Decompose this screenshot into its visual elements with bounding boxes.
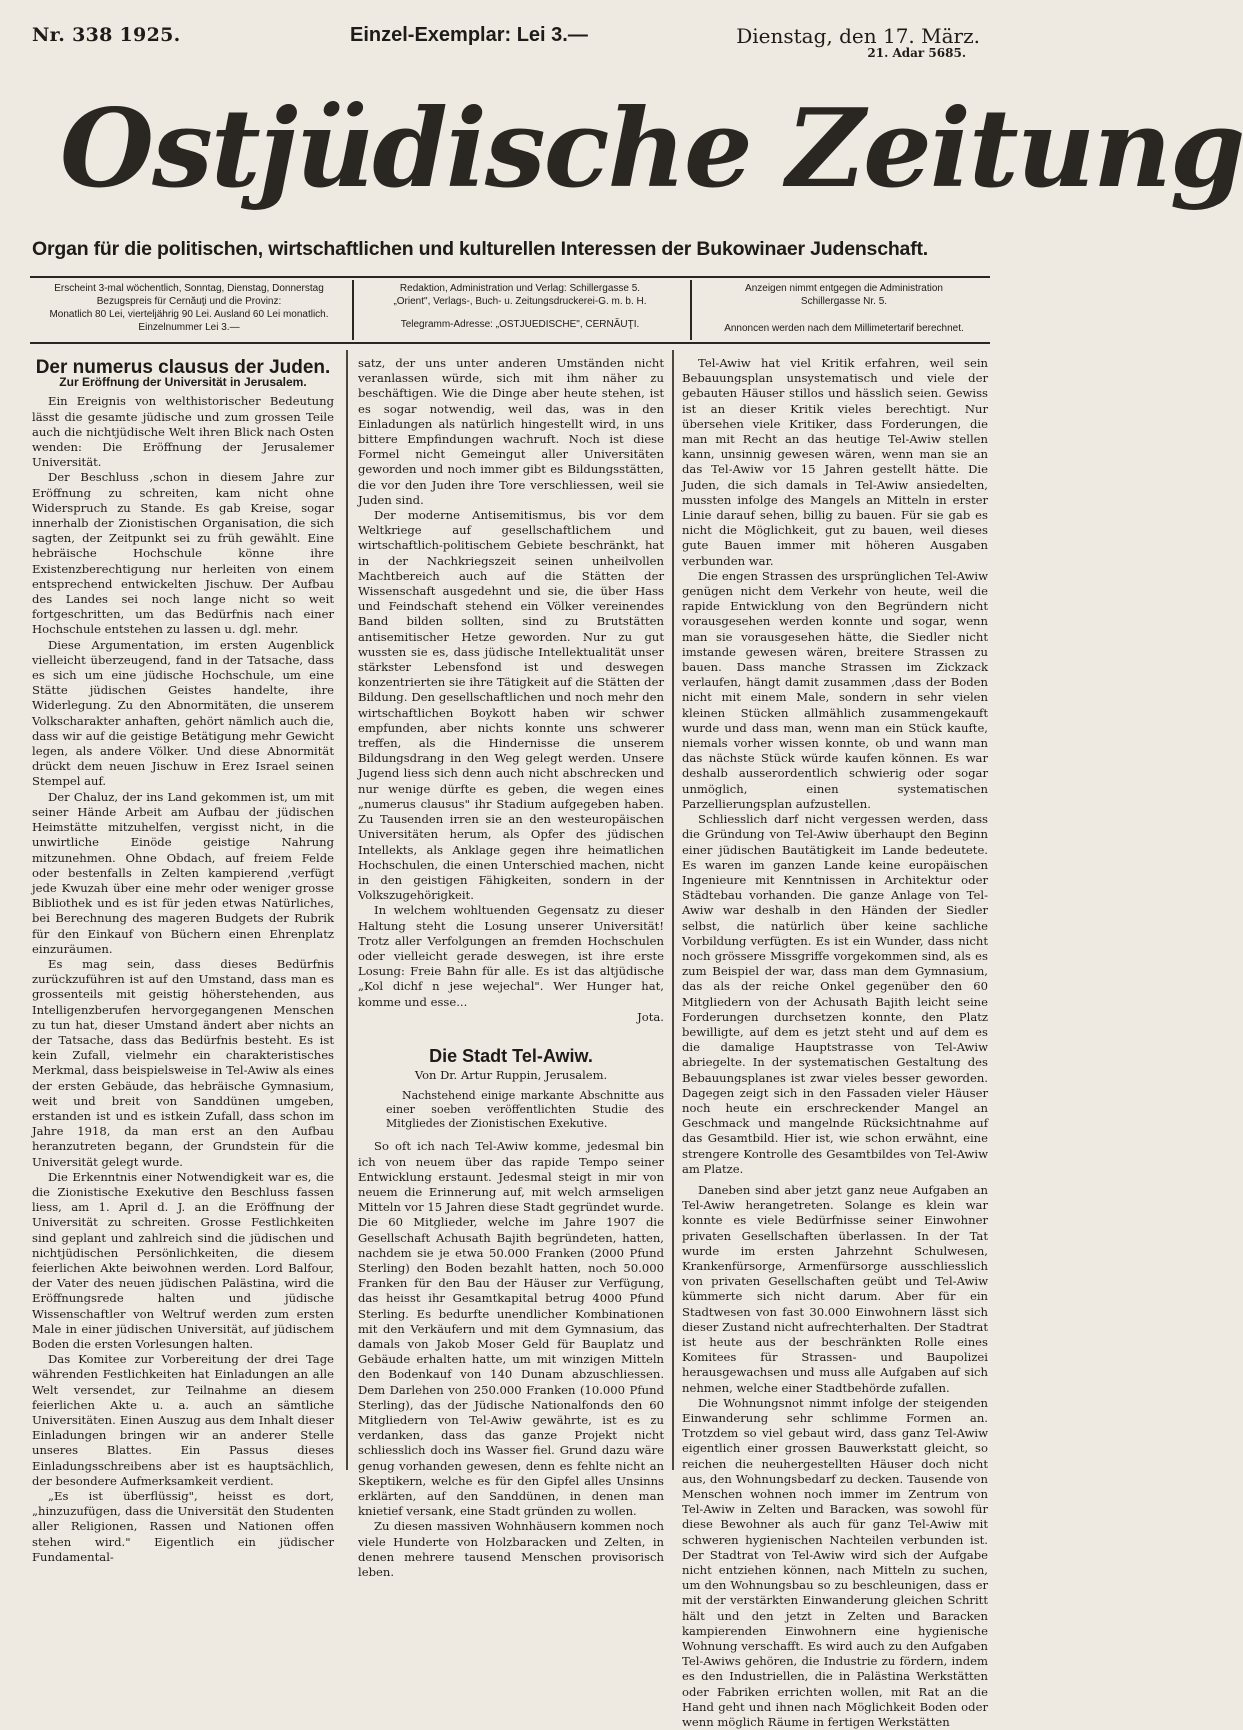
hebrew-date: 21. Adar 5685. — [867, 46, 966, 60]
column-1 — [32, 356, 334, 1565]
info-divider — [352, 280, 354, 340]
single-issue-price: Einzelnummer Lei 3.— — [138, 322, 240, 333]
article-byline: Von Dr. Artur Ruppin, Jerusalem. — [414, 1068, 608, 1083]
paragraph: satz, der uns unter anderen Umständen nicht veranlassen würde, sich mit ihm näher zu beschäftigen. Wie die Dinge aber heute stehen, ist es sogar notwendig, weil das, was in den Einladungen als natürlich hingestellt wird, in uns bittere Empfindungen wachruft. Noch ist diese Formel nicht Gemeingut aller Universitäten geworden und noch immer gibt es Bildungsstätten, die vor den Juden ihre Tore verschliessen, weil sie Juden sind. — [358, 356, 664, 507]
article-intro — [386, 1089, 664, 1131]
article-signature: Jota. — [637, 1009, 664, 1024]
column-2 — [358, 356, 664, 1580]
paragraph: Der moderne Antisemitismus, bis vor dem Weltkriege auf gesellschaftlichem und wirtschaftlich-politischem Gebiete beschränkt, hat in der Nachkriegszeit seinen unheilvollen Machtbereich auch auf die Stätten der Wissenschaft ausgedehnt und sie, die über Hass und Feindschaft stehend ein Völker vereinendes Band bilden sollten, sind zu Brutstätten antisemitischer Hetze geworden. Nur zu gut wussten sie es, dass jüdische Intellektualität unser stärkster Lebensfond ist und deswegen konzentrierten sie ihre Tätigkeit auf die Stätten der Bildung. Den gesellschaftlichen und noch mehr den wirtschaftlichen Boykott haben wir schwer empfunden, aber nichts konnte uns schwerer treffen, als die Hindernisse die unserem Bildungsdrang in den Weg gelegt werden. Unsere Jugend liess sich denn auch nicht abschrecken und nur wenige dürfte es geben, die wegen eines „numerus clausus" ihr Stadium aufgegeben haben. Zu Tausenden irren sie an den westeuropäischen Universitäten herum, als Opfer des jüdischen Intellekts, als Anklage gegen ihre heimatlichen Hochschulen, die einen Unterschied machen, nicht in den geistigen Fähigkeiten, sondern in der Volkszugehörigkeit. — [358, 508, 664, 903]
publication-schedule: Erscheint 3-mal wöchentlich, Sonntag, Dienstag, Donnerstag — [54, 283, 324, 294]
publisher-name: „Orient", Verlags-, Buch- u. Zeitungsdruckerei-G. m. b. H. — [393, 296, 647, 307]
telegram-address: Telegramm-Adresse: „OSTJUEDISCHE", CERNĂUŢI. — [400, 319, 640, 330]
article-title: Die Stadt Tel-Awiw. — [429, 1045, 593, 1066]
subscription-info — [30, 282, 348, 334]
paragraph: Schliesslich darf nicht vergessen werden, dass die Gründung von Tel-Awiw überhaupt den Beginn einer jüdischen Bautätigkeit im Lande bedeutete. Es waren im ganzen Lande keine europäischen Ingenieure mit Kenntnissen in Architektur oder Städtebau vorhanden. Die ganze Anlage von Tel-Awiw war deshalb in den Händen der Siedler selbst, die natürlich über keine sachliche Vorbildung verfügten. Es ist ein Wunder, dass nicht noch grössere Missgriffe vorgekommen sind, als es zum Beispiel der war, dass man dem Gymnasium, das als der reiche Onkel gegenüber den 60 Mitgliedern von der Achusath Bajith leicht seine Forderungen durchsetzen konnte, den Platz bewilligte, auf dem es jetzt steht und auf dem es die damalige Hauptstrasse von Tel-Awiw abriegelte. In der systematischen Gestaltung des Bebauungsplanes ist zwar vieles besser geworden. Dagegen zeigt sich in den Fassaden vieler Häuser noch heute ein erschreckender Mangel an Geschmack und mangelnde Rücksichtnahme auf das Gesamtbild. Hier ist, wie schon erwähnt, eine strengere Kontrolle des Gesamtbildes von Tel-Awiw am Platze. — [682, 812, 988, 1176]
paragraph: Die Erkenntnis einer Notwendigkeit war es, die die Zionistische Exekutive den Beschluss fassen liess, am 1. April d. J. an die Eröffnung der Universität zu schreiten. Grosse Festlichkeiten sind geplant und zahlreich sind die jüdischen und nichtjüdischen Persönlichkeiten, die diesem feierlichen Akte beiwohnen werden. Lord Balfour, der Vater des neuen jüdischen Palästina, wird die Eröffnungsrede halten und jüdische Wissenschaftler von Weltruf werden zum ersten Male in einer jüdischen Universität, auf jüdischem Boden die ersten Vorlesungen halten. — [32, 1169, 334, 1351]
column-rule — [672, 350, 674, 1470]
ads-address: Schillergasse Nr. 5. — [800, 296, 888, 307]
editorial-info — [360, 282, 680, 331]
intro-text: Nachstehend einige markante Abschnitte aus einer soeben veröffentlichten Studie des Mitgliedes der Zionistischen Exekutive. — [386, 1089, 664, 1131]
ads-tariff: Annoncen werden nach dem Millimetertarif berechnet. — [724, 323, 964, 334]
single-copy-price: Einzel-Exemplar: Lei 3.— — [350, 24, 588, 46]
ads-accepted: Anzeigen nimmt entgegen die Administration — [745, 283, 943, 294]
editorial-address: Redaktion, Administration und Verlag: Schillergasse 5. — [399, 283, 641, 294]
top-line — [32, 24, 980, 60]
paragraph: Das Komitee zur Vorbereitung der drei Tage währenden Festlichkeiten hat Einladungen an alle Welt versendet, zur Teilnahme an diesem feierlichen Akte u. a. auch an sämtliche Universitäten. Einen Auszug aus dem Inhalt dieser Einladungen bringen wir an anderer Stelle unseres Blattes. Ein Passus dieses Einladungsschreibens aber ist es hauptsächlich, der besondere Aufmerksamkeit verdient. — [32, 1352, 334, 1488]
column-3 — [682, 356, 988, 1730]
article-title: Der numerus clausus der Juden. — [35, 357, 331, 378]
masthead-subtitle: Organ für die politischen, wirtschaftlichen und kulturellen Interessen der Bukowinaer Judenschaft. — [32, 238, 928, 260]
issue-number: Nr. 338 1925. — [32, 24, 181, 46]
issue-date: Dienstag, den 17. März. — [736, 24, 980, 48]
column-rule — [346, 350, 348, 1470]
paragraph: Diese Argumentation, im ersten Augenblick vielleicht überzeugend, fand in der Tatsache, dass es sich um eine jüdische Hochschule, um eine Stätte jüdischen Geistes handelte, ihre Widerlegung. Zu den Abnormitäten, die unserem Volkscharakter anhaften, gehört nämlich auch die, dass wir auf die geistige Betätigung mehr Gewicht legen, als andere Völker. Und diese Abnormität drückt dem neuen Jischuw in Erez Israel seinen Stempel auf. — [32, 637, 334, 789]
paragraph: „Es ist überflüssig", heisst es dort, „hinzuzufügen, dass die Universität den Studenten aller Religionen, Rassen und Nationen offen stehen wird." Eigentlich ein jüdischer Fundamental- — [32, 1489, 334, 1564]
subscription-rates: Monatlich 80 Lei, vierteljährig 90 Lei. Ausland 60 Lei monatlich. — [49, 309, 329, 320]
paragraph: Ein Ereignis von welthistorischer Bedeutung lässt die gesamte jüdische und zum grossen Teile auch die nichtjüdische Welt ihren Blick nach Osten wenden: Die Eröffnung der Jerusalemer Universität. — [32, 394, 334, 470]
paragraph: Die Wohnungsnot nimmt infolge der steigenden Einwanderung sehr schlimme Formen an. Trotzdem so viel gebaut wird, dass ganz Tel-Awiw eigentlich einer grossen Bauwerkstatt gleicht, so reichen die neuhergestellten Häuser doch nicht aus, den Wohnungsbedarf zu decken. Tausende von Menschen wohnen noch immer im Zentrum von Tel-Awiw in Zelten und Baracken, was sowohl für diese Bewohner als auch für ganz Tel-Awiw mit schweren hygienischen Nachteilen verbunden ist. Der Stadtrat von Tel-Awiw wird sich der Aufgabe nicht entziehen können, nach Mitteln zu suchen, um den Wohnungsbau so zu beschleunigen, dass er mit der verstärkten Einwanderung gleichen Schritt hält und den jetzt in Zelten und Baracken kampierenden Einwohnern eine hygienische Wohnung verschafft. Es wird auch zu den Aufgaben Tel-Awiws gehören, die Industrie zu fördern, indem es den Industriellen, die in Palästina Werkstätten oder Fabriken errichten wollen, mit Rat an die Hand geht und ihnen nach Möglichkeit Boden oder wenn möglich Räume in fertigen Werkstätten — [682, 1395, 988, 1730]
paragraph: Es mag sein, dass dieses Bedürfnis zurückzuführen ist auf den Umstand, dass man es grossenteils mit geistig höherstehenden, aus Intelligenzberufen hervorgegangenen Menschen zu tun hat, dieser Umstand ändert aber nichts an der Tatsache, dass das Bedürfnis besteht. Es ist kein Zufall, vielmehr ein charakteristisches Merkmal, dass beispielsweise in Tel-Awiw als eines der ersten Gebäude, das hebräische Gymnasium, weit und breit von Sanddünen umgeben, erstanden ist und es istkein Zufall, dass schon im Jahre 1918, da man erst an den Aufbau heranzutreten begann, der Grundstein für die Universität gelegt wurde. — [32, 956, 334, 1169]
article-subtitle: Zur Eröffnung der Universität in Jerusalem. — [59, 375, 307, 390]
info-bar — [30, 276, 990, 344]
paragraph: Die engen Strassen des ursprünglichen Tel-Awiw genügen nicht dem Verkehr von heute, weil die rapide Entwicklung von den Begründern nicht vorausgesehen werden konnte und sogar, wenn man sie vorausgesehen hätte, die Siedler nicht imstande gewesen wären, breitere Strassen zu bauen. Dass manche Strassen im Zickzack verlaufen, hängt damit zusammen ,dass der Boden nicht mit einem Male, sondern in sehr vielen kleinen Stücken allmählich zusammengekauft wurde und dass man, wenn man ein Stück kaufte, niemals vorher wissen konnte, ob und wann man das nächste Stück würde kaufen können. Es war deshalb ausserordentlich schwierig oder sogar unmöglich, einen systematischen Parzellierungsplan aufzustellen. — [682, 568, 988, 811]
advertising-info — [698, 282, 990, 335]
paragraph: Zu diesen massiven Wohnhäusern kommen noch viele Hunderte von Holzbaracken und Zelten, in denen mehrere tausend Menschen provisorisch leben. — [358, 1519, 664, 1580]
paragraph: Der Chaluz, der ins Land gekommen ist, um mit seiner Hände Arbeit am Aufbau der jüdischen Heimstätte mitzuhelfen, vergisst nicht, in die unwirtliche Einöde geistige Nahrung mitzunehmen. Ohne Obdach, auf freiem Felde oder bestenfalls in Zelten kampierend ,verfügt jede Kwuzah über eine mehr oder weniger grosse Bibliothek und es ist für jeden etwas Natürliches, bei Berechnung des mageren Budgets der Rubrik für den Einkauf von Büchern einen Ehrenplatz einzuräumen. — [32, 789, 334, 956]
subscription-price-heading: Bezugspreis für Cernăuţi und die Provinz: — [96, 296, 282, 307]
paragraph: Tel-Awiw hat viel Kritik erfahren, weil sein Bebauungsplan unsystematisch und viele der gebauten Häuser stillos und hässlich seien. Gewiss ist an dieser Kritik vieles berechtigt. Nur übersehen viele Kritiker, dass Forderungen, die man mit Recht an das heutige Tel-Awiw stellen kann, unsinnig gewesen wären, wenn man sie an das Tel-Awiw vor 15 Jahren gestellt hätte. Die Juden, die sich damals in Tel-Awiw ansiedelten, mussten infolge des Mangels an Mitteln in erster Linie darauf sehen, billig zu bauen. Für sie gab es nicht die Möglichkeit, gut zu bauen, weil dieses gute Bauen immer mit höheren Ausgaben verbunden war. — [682, 356, 988, 568]
paragraph: Der Beschluss ,schon in diesem Jahre zur Eröffnung zu schreiten, kam nicht ohne Widerspruch zu Stande. Es gab Kreise, sogar innerhalb der Zionistischen Organisation, die sich sagten, der Zeitpunkt sei zu früh gewählt. Eine hebräische Hochschule könne ihre Existenzberechtigung nur herleiten von einem entsprechend entwickelten Jischuw. Der Aufbau des Landes sei noch lange nicht so weit fortgeschritten, um das Bedürfnis nach einer Hochschule entstehen zu lassen u. dgl. mehr. — [32, 470, 334, 637]
masthead-title: Ostjüdische Zeitung — [60, 86, 1243, 212]
info-divider — [690, 280, 692, 340]
paragraph: Daneben sind aber jetzt ganz neue Aufgaben an Tel-Awiw herangetreten. Solange es klein war konnte es viele Bedürfnisse seiner Einwohner privaten Gesellschaften überlassen. In der Tat wurde im ersten Jahrzehnt Schulwesen, Krankenfürsorge, Armenfürsorge ausschliesslich von privaten Gesellschaften geübt und Tel-Awiw kümmerte sich nicht darum. Aber für ein Stadtwesen von fast 30.000 Einwohnern lässt sich dieser Zustand nicht aufrechterhalten. Der Stadtrat ist heute aus der beschränkten Rolle eines Komitees für Strassen- und Baupolizei herausgewachsen und muss alle Aufgaben auf sich nehmen, welche einer Stadtbehörde zufallen. — [682, 1182, 988, 1395]
paragraph: In welchem wohltuenden Gegensatz zu dieser Haltung steht die Losung unserer Universität! Trotz aller Verfolgungen an fremden Hochschulen oder vielleicht gerade deswegen, ist ihre erste Losung: Freie Bahn für alle. Es ist das altjüdische „Kol dichf n jese wejechal". Wer Hunger hat, komme und esse... — [358, 903, 664, 1009]
paragraph: So oft ich nach Tel-Awiw komme, jedesmal bin ich von neuem über das rapide Tempo seiner Entwicklung erstaunt. Jedesmal steigt in mir von neuem die Erinnerung auf, mit welch armseligen Mitteln vor 15 Jahren diese Stadt gegründet wurde. Die 60 Mitglieder, welche im Jahre 1907 die Gesellschaft Achusath Bajith begründeten, hatten, nachdem sie je etwa 50.000 Franken (2000 Pfund Sterling) den Boden bezahlt hatten, noch 50.000 Franken für den Bau der Häuser zur Verfügung, das heisst ihr Gesamtkapital betrug 4000 Pfund Sterling. Es bedurfte unendlicher Kombinationen mit den Verkäufern und mit dem Gymnasium, das damals von Jakob Moser Geld für Bauplatz und Gebäude erhalten hatte, um mit winzigen Mitteln den Bodenkauf von 140 Dunam abzuschliessen. Dem Darlehen von 250.000 Franken (10.000 Pfund Sterling), das der Jüdische Nationalfonds den 60 Mitgliedern von Tel-Awiw gewährte, ist es zu verdanken, dass das ganze Projekt nicht schliesslich doch ins Wasser fiel. Grund dazu wäre genug vorhanden gewesen, denn es fehlte nicht an Skeptikern, welche es für den Gipfel alles Unsinns erklärten, auf den Sanddünen, in denen man knietief versank, eine Stadt gründen zu wollen. — [358, 1139, 664, 1519]
